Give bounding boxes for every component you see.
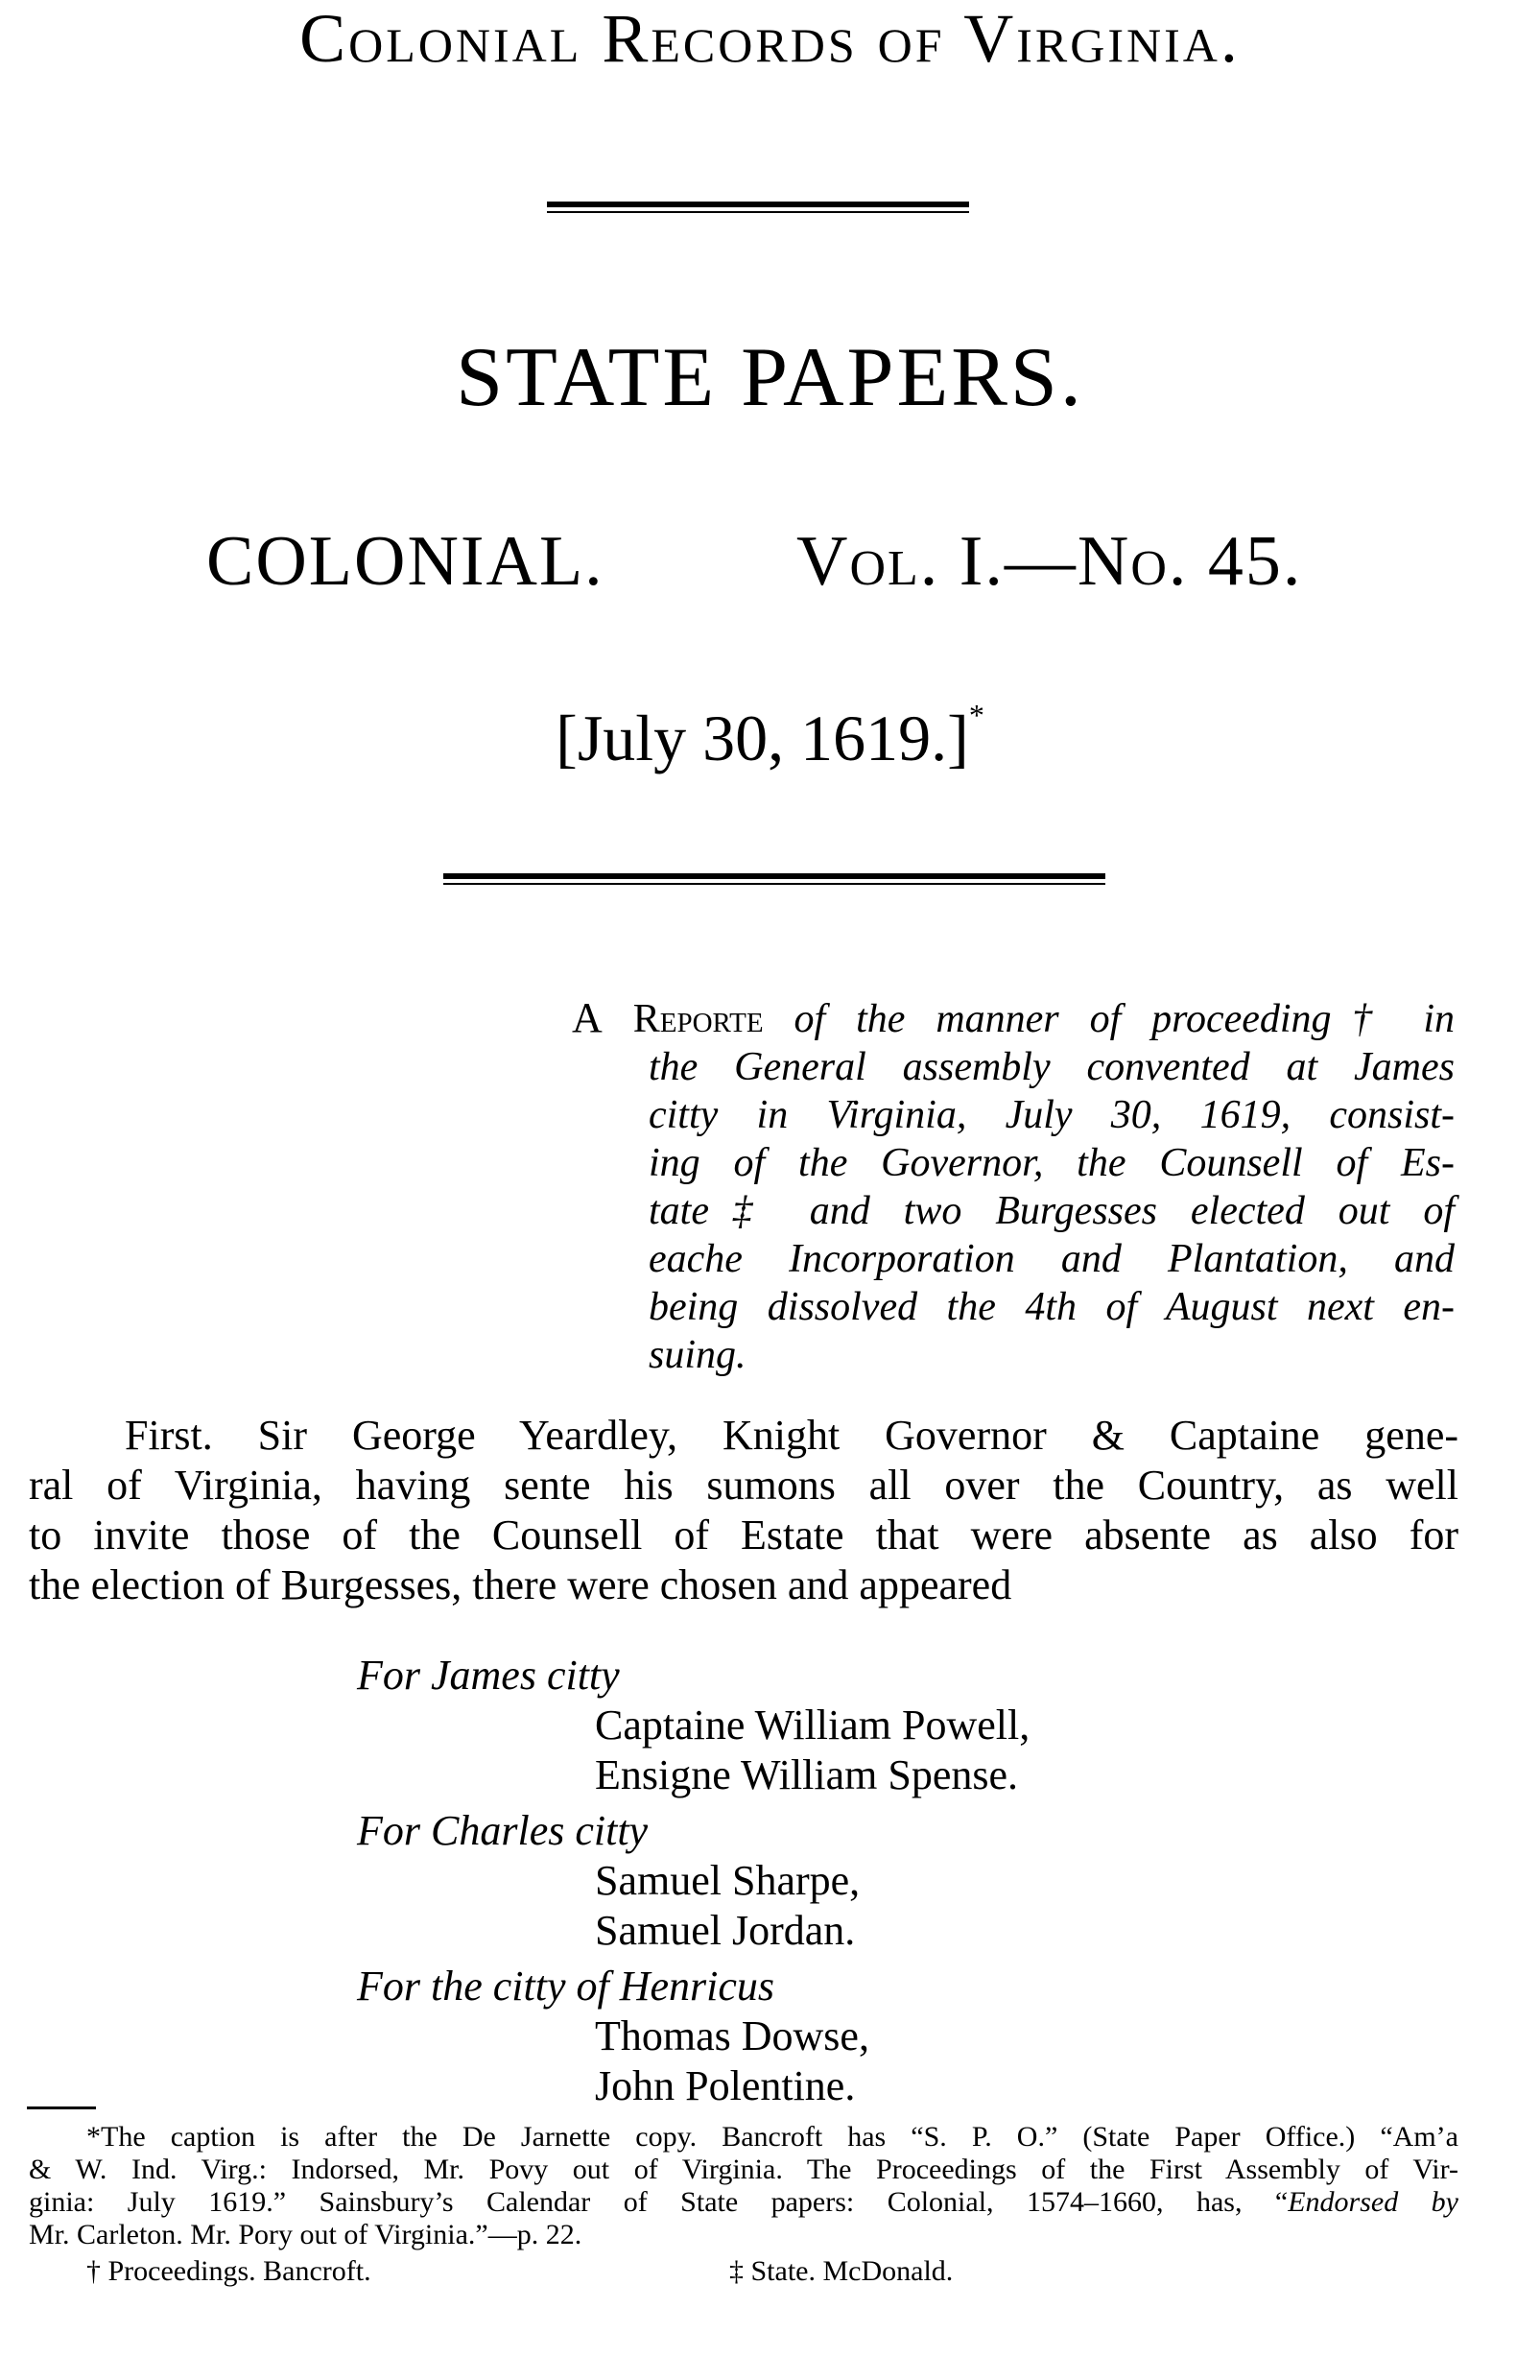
burgess-name: Samuel Sharpe,: [595, 1857, 861, 1904]
footnote-line: *The caption is after the De Jarnette copy. Bancroft has “S. P. O.” (State Paper Office.) “Am’a: [86, 2121, 1458, 2153]
paragraph-line: First. Sir George Yeardley, Knight Governor & Captaine gene-: [125, 1412, 1458, 1459]
series-title: STATE PAPERS.: [456, 331, 1084, 424]
caption-line: suing.: [649, 1333, 746, 1377]
caption-line: being dissolved the 4th of August next en-: [649, 1285, 1455, 1329]
paragraph-line: ral of Virginia, having sente his sumons all over the Country, as well: [29, 1462, 1458, 1509]
volume-number: Vol. I.—No. 45.: [796, 522, 1303, 601]
collection-title: COLONIAL.: [206, 522, 604, 601]
burgess-name: Captaine William Powell,: [595, 1702, 1031, 1749]
caption-line: eache Incorporation and Plantation, and: [649, 1237, 1455, 1281]
footnotes: [29, 2121, 1458, 2251]
caption-line: the General assembly convented at James: [649, 1045, 1455, 1089]
burgess-group-james-citty: [357, 1651, 1030, 1800]
footnote-line: Mr. Carleton. Mr. Pory out of Virginia.”—p. 22.: [29, 2219, 582, 2250]
paragraph-line: to invite those of the Counsell of Estate that were absente as also for: [29, 1511, 1458, 1559]
burgess-place: For James citty: [357, 1652, 620, 1699]
caption-lead-letter: A: [572, 994, 603, 1041]
burgess-name: Samuel Jordan.: [595, 1907, 856, 1954]
burgess-group-henricus: [357, 1962, 869, 2111]
footnote-double-dagger: ‡ State. McDonald.: [729, 2255, 954, 2287]
burgess-place: For Charles citty: [357, 1807, 649, 1854]
date-text: [July 30, 1619.]: [556, 702, 969, 774]
report-caption: [572, 994, 1455, 1379]
caption-line-1: [572, 994, 1455, 1043]
running-title: Colonial Records of Virginia.: [299, 0, 1241, 77]
burgess-place: For the citty of Henricus: [357, 1963, 775, 2010]
burgess-name: Ensigne William Spense.: [595, 1751, 1019, 1798]
burgess-group-charles-citty: [357, 1806, 860, 1956]
date-footnote-marker: *: [968, 698, 984, 732]
burgess-name: John Polentine.: [595, 2062, 856, 2109]
footnote-line: & W. Ind. Virg.: Indorsed, Mr. Povy out of Virginia. The Proceedings of the First Assembly of Vir-: [29, 2154, 1458, 2185]
footnote-line-text: ginia: July 1619.” Sainsbury’s Calendar of State papers: Colonial, 1574–1660, has, “: [29, 2186, 1289, 2218]
footnote-endorsed: Endorsed by: [1288, 2186, 1458, 2218]
caption-line: ing of the Governor, the Counsell of Es-: [649, 1141, 1455, 1185]
document-date: [0, 698, 1540, 774]
body-paragraph: [29, 1411, 1458, 1610]
footnote-divider: [27, 2106, 96, 2109]
paragraph-line: the election of Burgesses, there were chosen and appeared: [29, 1561, 1012, 1608]
burgess-name: Thomas Dowse,: [595, 2012, 869, 2059]
caption-line: citty in Virginia, July 30, 1619, consist-: [649, 1093, 1455, 1137]
footnote-dagger: † Proceedings. Bancroft.: [86, 2255, 371, 2287]
caption-line: tate‡ and two Burgesses elected out of: [649, 1189, 1455, 1233]
caption-lead-word: Reporte: [632, 997, 764, 1041]
footnote-line: [29, 2186, 1458, 2219]
caption-line-text: of the manner of proceeding† in: [763, 997, 1456, 1041]
